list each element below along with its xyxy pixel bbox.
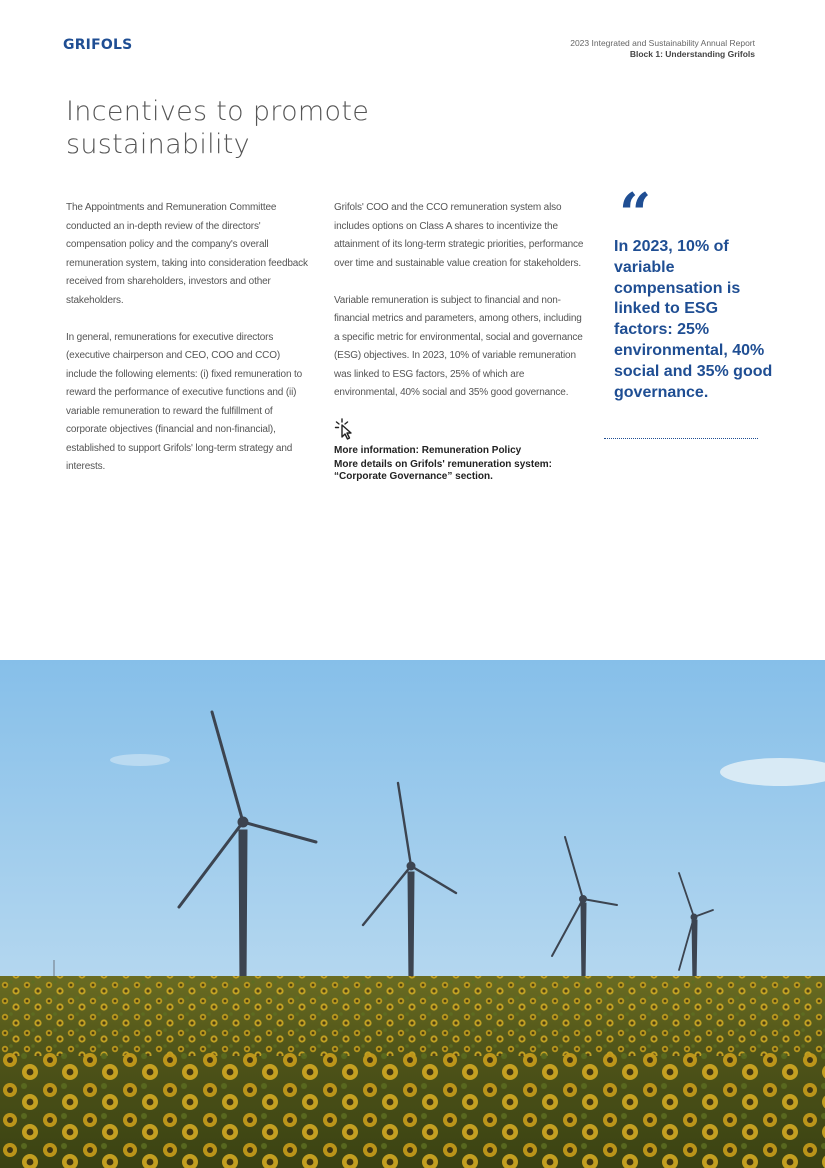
link-remuneration-policy[interactable]: More information: Remuneration Policy <box>334 445 522 456</box>
text-column-left <box>66 199 311 495</box>
grifols-logo: GRIFOLS <box>63 37 133 53</box>
report-block: Block 1: Understanding Grifols <box>629 49 755 59</box>
paragraph-variable-remuneration: Variable remuneration is subject to financial and non-financial metrics and parameters, among others, including a specific metric for environmental, social and governance (ESG) objectives. In 2023, 10% of variable remuneration was linked to ESG factors, 25% of which are environmental, 40% social and 35% good governance. <box>334 294 583 398</box>
quote-divider <box>604 438 758 439</box>
pull-quote: In 2023, 10% of variable compensation is linked to ESG factors: 25% environmental, 40% social and 35% good governance. <box>614 238 773 401</box>
wind-turbines-sunflowers-photo <box>0 660 825 1168</box>
paragraph-committee-review: The Appointments and Remuneration Committee conducted an in-depth review of the directors' compensation policy and the company's overall remuneration system, taking into consideration feedback received from shareholders, investors and other stakeholders. <box>66 202 308 306</box>
page-title: Incentives to promote sustainability <box>66 96 370 160</box>
report-header <box>570 38 755 60</box>
quote-mark: “ <box>619 181 652 247</box>
paragraph-class-a-shares: Grifols' COO and the CCO remuneration system also includes options on Class A shares to incentivize the attainment of its long-term strategic priorities, performance over time and sustainable value creation for stakeholders. <box>334 202 584 269</box>
report-title: 2023 Integrated and Sustainability Annual Report <box>570 38 755 48</box>
more-information-links <box>334 445 584 484</box>
text-column-middle <box>334 199 584 485</box>
link-corporate-governance[interactable]: More details on Grifols' remuneration system: “Corporate Governance” section. <box>334 458 552 482</box>
paragraph-remuneration-elements: In general, remunerations for executive directors (executive chairperson and CEO, COO and CCO) include the following elements: (i) fixed remuneration to reward the performance of executive functions and (ii) variable remuneration to reward the fulfillment of corporate objectives (financial and non-financial), established to support Grifols' long-term strategy and interests. <box>66 331 303 472</box>
cursor-click-icon <box>334 417 358 441</box>
